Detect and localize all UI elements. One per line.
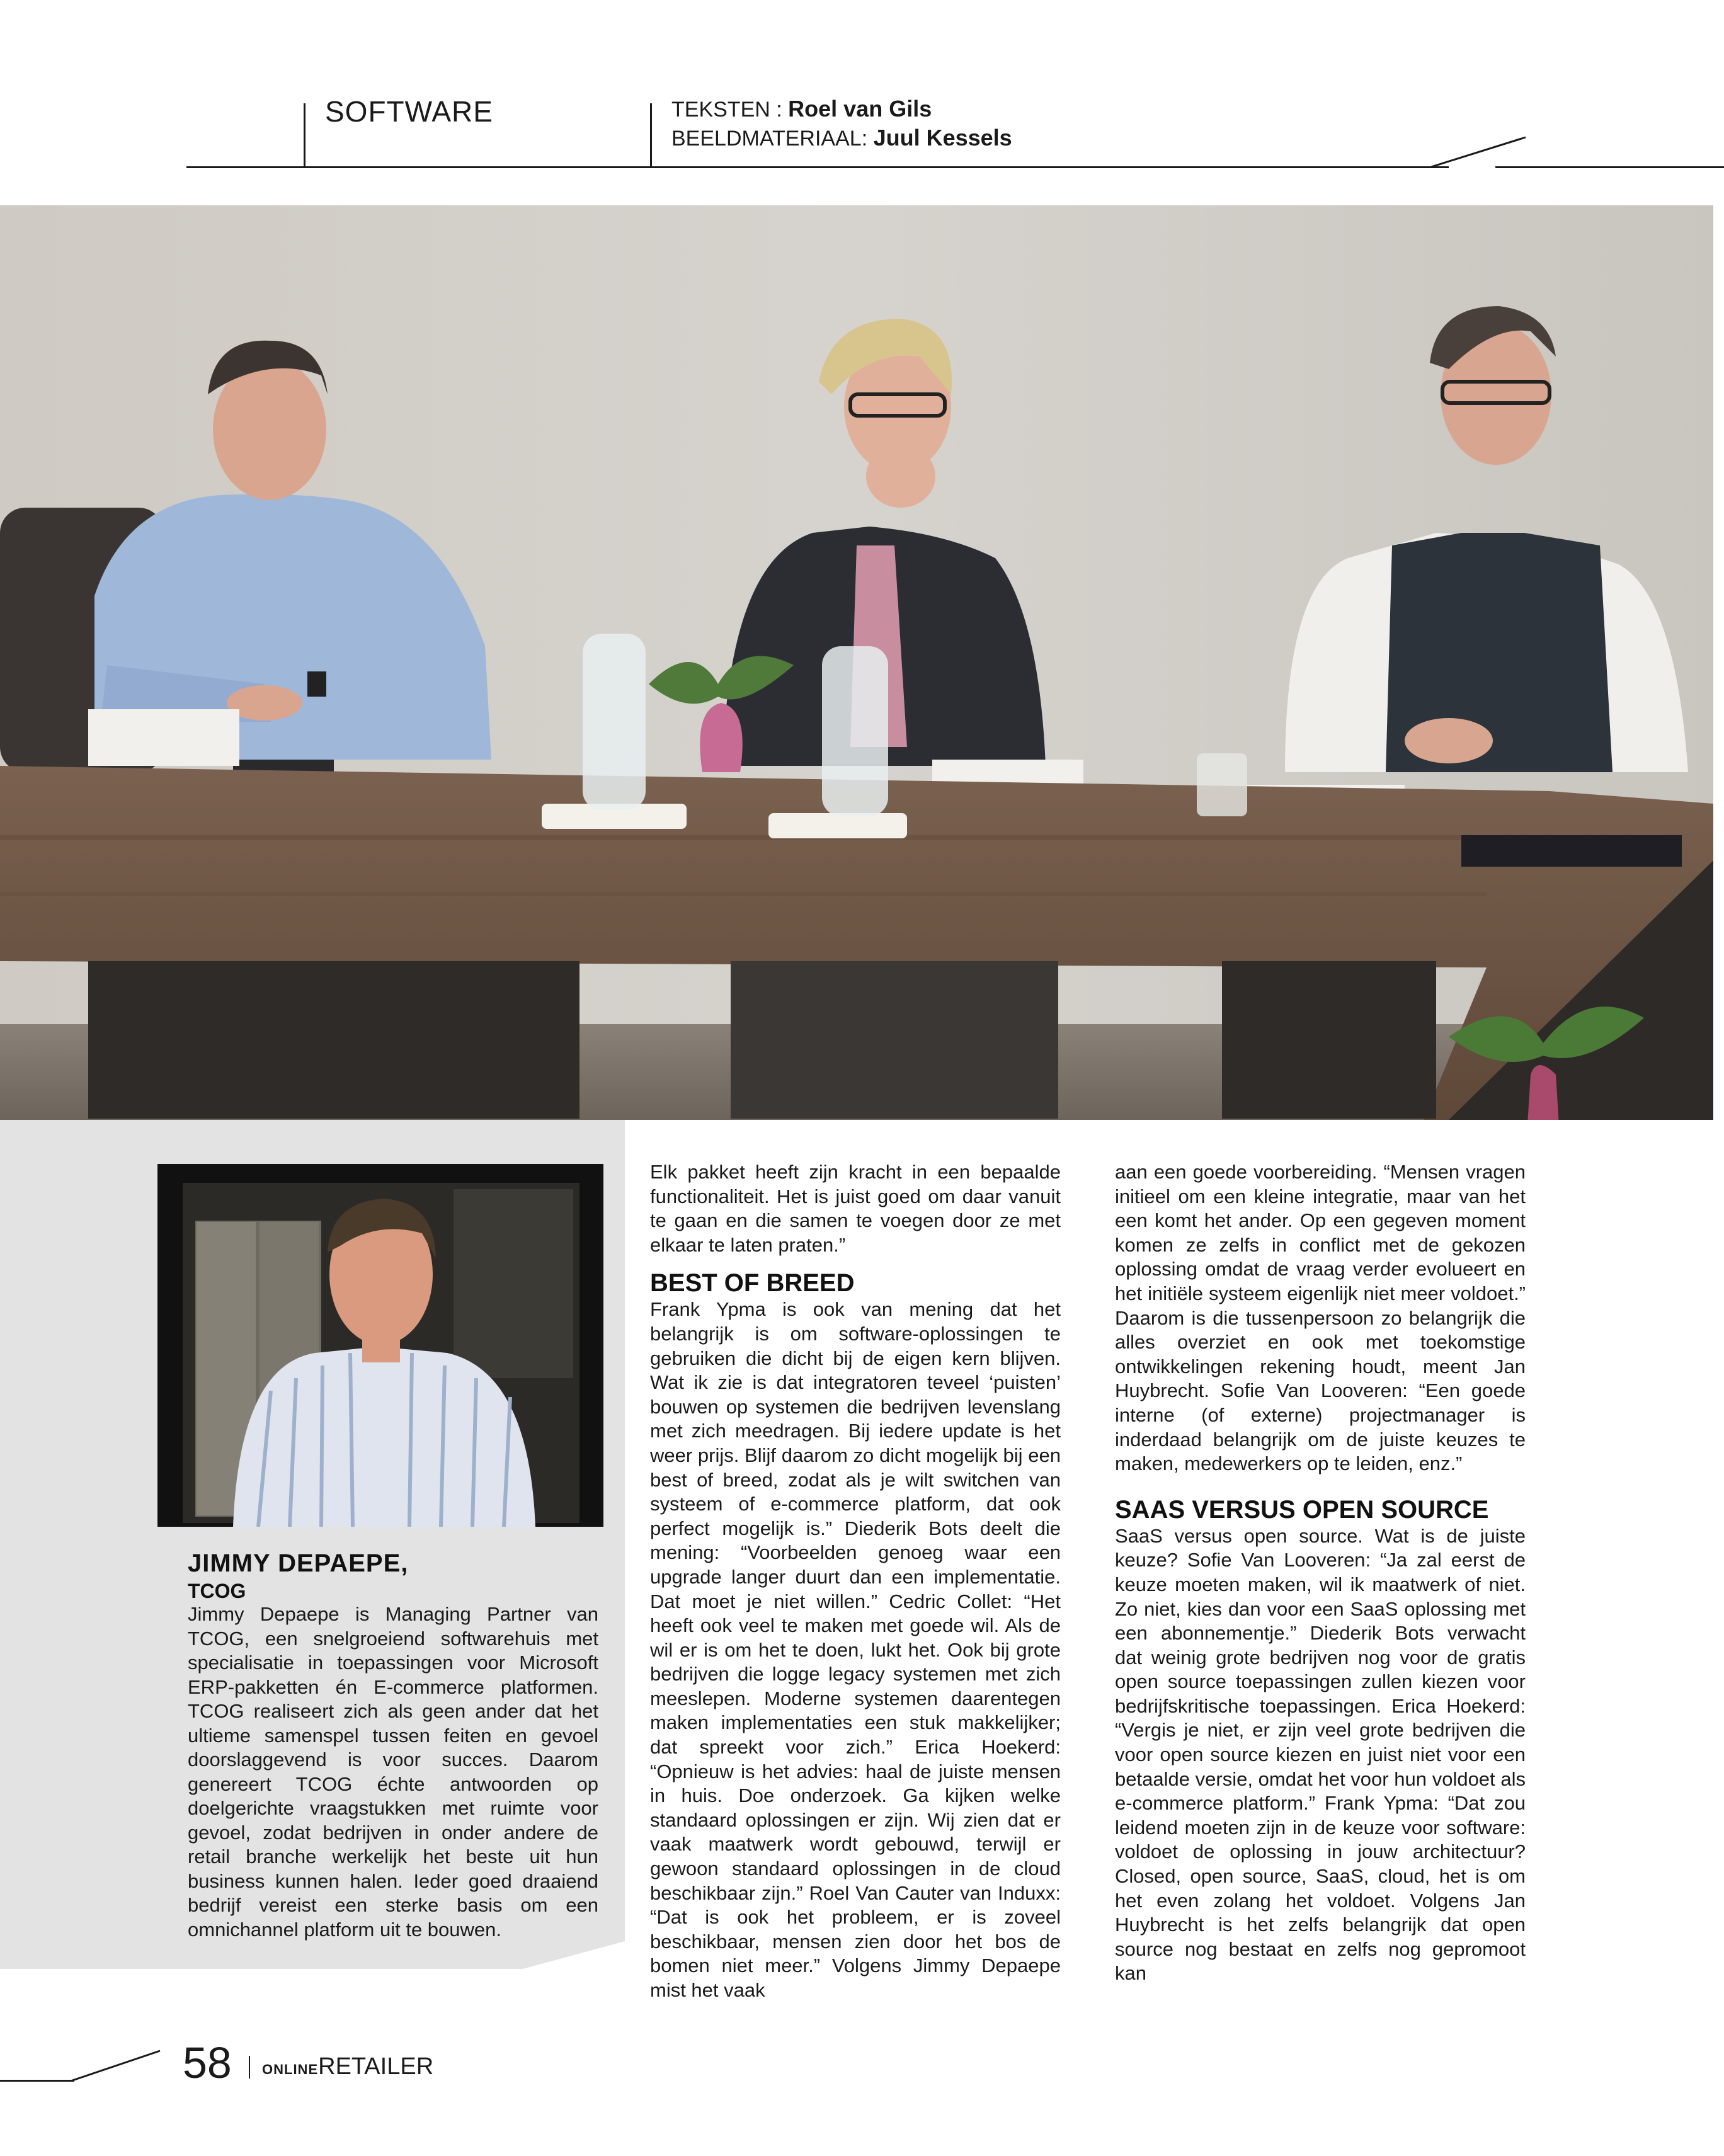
text-credit-label: TEKSTEN (671, 98, 770, 122)
portrait-photo (157, 1164, 603, 1527)
footer-separator (249, 2056, 250, 2079)
text-credit-author: Roel van Gils (788, 96, 932, 122)
profile-company: TCOG (188, 1580, 246, 1602)
subheading-saas-vs-open-source: SAAS VERSUS OPEN SOURCE (1115, 1495, 1489, 1524)
brand-online: ONLINE (262, 2062, 319, 2077)
header-divider-1 (304, 103, 305, 168)
section-title: SOFTWARE (325, 95, 493, 128)
footer-rule-slash (69, 2048, 164, 2084)
article-column-1 (650, 1160, 1061, 2003)
subheading-best-of-breed: BEST OF BREED (650, 1269, 855, 1298)
header-rule-slash (1430, 134, 1531, 169)
article-paragraph: Elk pakket heeft zijn kracht in een bepaalde functionaliteit. Het is juist goed om daar vanuit te gaan en die samen te voegen door ze met elkaar te laten praten.” (650, 1161, 1061, 1256)
panel-discussion-photo-icon (0, 205, 1713, 1120)
header-rule-left (186, 166, 1449, 168)
page-number: 58 (183, 2038, 232, 2087)
profile-bio: Jimmy Depaepe is Managing Partner van TCOG, een snelgroeiend softwarehuis met specialisatie in toepassingen voor Microsoft ERP-pakketten én E-commerce platformen. TCOG realiseert zich als geen ander dat het ultieme samenspel tussen feiten en gevoel doorslaggevend is voor succes. Daarom genereert TCOG échte antwoorden op doelgerichte vraagstukken met ruimte voor gevoel, zodat bedrijven in onder andere de retail branche werkelijk het beste uit hun business kunnen halen. Ieder goed draaiend bedrijf vereist een sterke basis om een omnichannel platform uit te bouwen. (188, 1603, 598, 1941)
image-credit-photographer: Juul Kessels (873, 125, 1012, 151)
text-credit: TEKSTEN : Roel van Gils (671, 96, 932, 122)
article-column-2 (1115, 1160, 1526, 1986)
article-paragraph: SaaS versus open source. Wat is de juiste keuze? Sofie Van Looveren: “Ja zal eerst de keuze moeten maken, wil ik maatwerk of niet. Zo niet, kies dan voor een SaaS oplossing met een abonnementje.” Diederik Bots verwacht dat weinig grote bedrijven nog voor de gratis open source toepassingen zullen kiezen voor bedrijfskritische toepassingen. Erica Hoekerd: “Vergis je niet, er zijn veel grote bedrijven die voor open source kiezen en juist niet voor een betaalde versie, omdat het voor hun voldoet als e-commerce platform.” Frank Ypma: “Dat zou leidend moeten zijn in de keuze voor software: voldoet de oplossing in jouw architectuur? Closed, open source, SaaS, cloud, het is om het even zolang het voldoet. Volgens Jan Huybrecht is het zelfs belangrijk dat open source nog bestaat en zelfs nog gepromoot kan (1115, 1524, 1526, 1985)
hero-photo (0, 205, 1713, 1120)
article-paragraph: aan een goede voorbereiding. “Mensen vragen initieel om een kleine integratie, maar van het een komt het ander. Op een gegeven moment komen ze zelfs in conflict met de gekozen oplossing omdat de vraag verder evolueert en het initiële systeem eigenlijk niet meer voldoet.” Daarom is die tussenpersoon zo belangrijk die alles overziet en ook met toekomstige ontwikkelingen rekening houdt, meent Jan Huybrecht. Sofie Van Looveren: “Een goede interne (of externe) projectmanager is inderdaad belangrijk om de juiste keuzes te maken, medewerkers op te leiden, enz.” (1115, 1161, 1526, 1475)
article-paragraph: Frank Ypma is ook van mening dat het belangrijk is om software-oplossingen te gebruiken die dicht bij de eigen kern blijven. Wat ik zie is dat integratoren teveel ‘puisten’ bouwen op systemen die bedrijven levenslang met zich meedragen. Bij iedere update is het weer prijs. Blijf daarom zo dicht mogelijk bij een best of breed, zodat als je wilt switchen van systeem of e-commerce platform, dat ook perfect mogelijk is.” Diederik Bots deelt die mening: “Voorbeelden genoeg waar een upgrade langer duurt dan een implementatie. Dat moet je niet willen.” Cedric Collet: “Het heeft ook veel te maken met goede wil. Als de wil er is om het te doen, lukt het. Ook bij grote bedrijven die logge legacy systemen met zich meeslepen. Moderne systemen daarentegen maken implementaties een stuk makkelijker; dat spreekt voor zich.” Erica Hoekerd: “Opnieuw is het advies: haal de juiste mensen in huis. Doe onderzoek. Ga kijken welke standaard oplossingen er zijn. Wij zien dat er vaak maatwerk wordt gebouwd, terwijl er gewoon standaard oplossingen in de cloud beschikbaar zijn.” Roel Van Cauter van Induxx: “Dat is ook het probleem, er is zoveel beschikbaar, mensen zien door het bos de bomen niet meer.” Volgens Jimmy Depaepe mist het vaak (650, 1298, 1061, 2001)
brand-retailer: RETAILER (318, 2053, 434, 2080)
magazine-brand (262, 2053, 433, 2080)
image-credit: BEELDMATERIAAL: Juul Kessels (671, 125, 1012, 151)
header-rule-right (1495, 166, 1724, 168)
header-divider-2 (650, 103, 652, 168)
profile-name: JIMMY DEPAEPE, (188, 1549, 409, 1577)
image-credit-label: BEELDMATERIAAL (671, 127, 862, 151)
footer-rule (0, 2080, 74, 2082)
portrait-person-icon (157, 1164, 603, 1527)
